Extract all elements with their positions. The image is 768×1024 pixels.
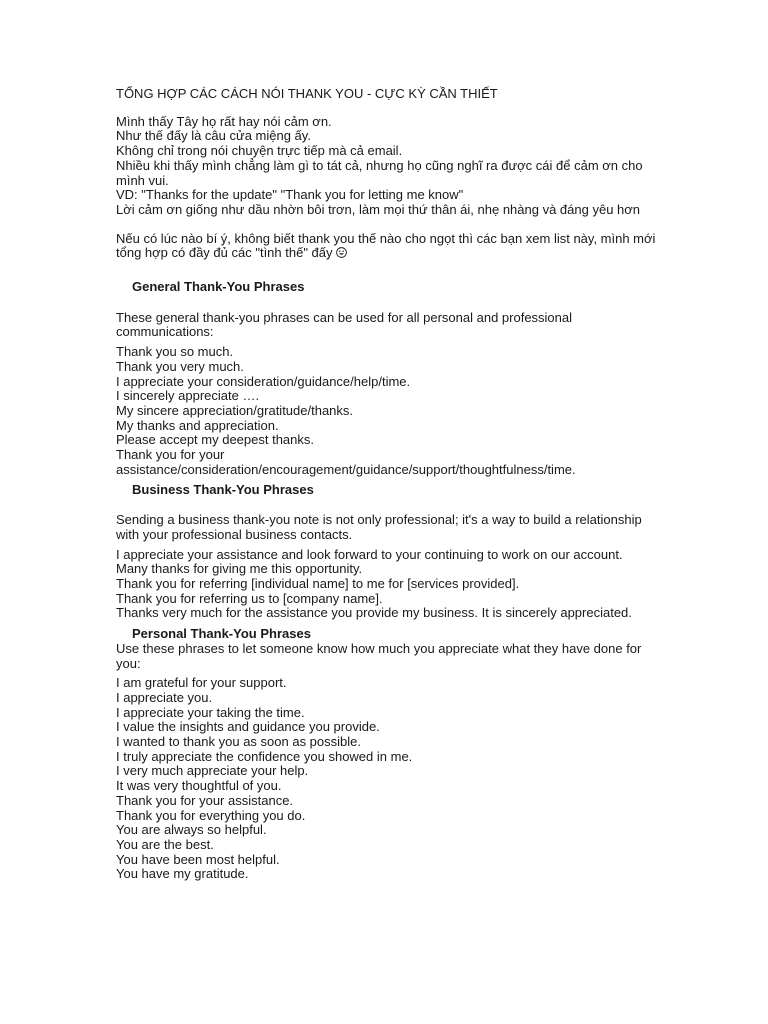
list-item: Many thanks for giving me this opportunity. xyxy=(116,561,363,577)
phrase-list-general xyxy=(116,345,656,477)
phrase-list-personal xyxy=(116,676,656,882)
section-heading-business: Business Thank-You Phrases xyxy=(132,482,314,498)
list-item: It was very thoughtful of you. xyxy=(116,778,282,794)
list-item: Thanks very much for the assistance you provide my business. It is sincerely appreciated. xyxy=(116,605,632,621)
list-item: My sincere appreciation/gratitude/thanks. xyxy=(116,402,354,418)
list-item: You are the best. xyxy=(116,836,214,852)
list-item: You have been most helpful. xyxy=(116,851,280,867)
list-item: Thank you for referring [individual name] to me for [services provided]. xyxy=(116,575,520,591)
list-item: Thank you for your assistance/consideration/encouragement/guidance/support/thoughtfulness/time. xyxy=(116,447,576,477)
list-item: Thank you for everything you do. xyxy=(116,807,306,823)
list-item: I wanted to thank you as soon as possible. xyxy=(116,734,361,750)
list-item: Thank you so much. xyxy=(116,344,234,360)
list-item: Thank you for referring us to [company name]. xyxy=(116,590,383,606)
intro-line: Mình thấy Tây họ rất hay nói cảm ơn. xyxy=(116,113,332,129)
list-item: I very much appreciate your help. xyxy=(116,763,309,779)
list-item: I appreciate you. xyxy=(116,689,213,705)
list-item: Please accept my deepest thanks. xyxy=(116,432,315,448)
intro-line: Như thế đấy là câu cửa miệng ấy. xyxy=(116,128,311,144)
intro-note-text: Nếu có lúc nào bí ý, không biết thank you thế nào cho ngọt thì các bạn xem list này, mình mới tổng hợp có đầy đủ các "tình thế" đấy xyxy=(116,230,656,261)
list-item: I sincerely appreciate …. xyxy=(116,388,260,404)
document-body xyxy=(116,87,656,882)
intro-note xyxy=(116,232,656,261)
intro-line: Lời cảm ơn giống như dầu nhờn bôi trơn, làm mọi thứ thân ái, nhẹ nhàng và đáng yêu hơn xyxy=(116,201,641,217)
intro-line: Nhiều khi thấy mình chẳng làm gì to tát cả, nhưng họ cũng nghĩ ra được cái để cảm ơn cho mình vui. xyxy=(116,157,643,188)
list-item: Thank you very much. xyxy=(116,358,244,374)
list-item: You are always so helpful. xyxy=(116,822,267,838)
list-item: You have my gratitude. xyxy=(116,866,249,882)
section-description-personal: Use these phrases to let someone know how much you appreciate what they have done for you: xyxy=(116,640,642,671)
intro-line: Không chỉ trong nói chuyện trực tiếp mà cả email. xyxy=(116,143,403,159)
list-item: I truly appreciate the confidence you showed in me. xyxy=(116,748,413,764)
grinning-face-icon xyxy=(336,247,347,258)
list-item: Thank you for your assistance. xyxy=(116,792,294,808)
section-heading-personal: Personal Thank-You Phrases xyxy=(132,626,311,642)
list-item: My thanks and appreciation. xyxy=(116,417,279,433)
list-item: I value the insights and guidance you provide. xyxy=(116,719,380,735)
phrase-list-business xyxy=(116,548,656,622)
intro-block xyxy=(116,115,656,218)
page-title: TỔNG HỢP CÁC CÁCH NÓI THANK YOU - CỰC KỲ CẦN THIẾT xyxy=(116,86,498,101)
list-item: I am grateful for your support. xyxy=(116,675,287,691)
section-description-general: These general thank-you phrases can be used for all personal and professional communications: xyxy=(116,309,573,340)
section-description-business: Sending a business thank-you note is not only professional; it's a way to build a relationship with your professional business contacts. xyxy=(116,512,642,542)
intro-line: VD: "Thanks for the update" "Thank you for letting me know" xyxy=(116,187,464,203)
list-item: I appreciate your assistance and look forward to your continuing to work on our account. xyxy=(116,546,623,562)
list-item: I appreciate your consideration/guidance/help/time. xyxy=(116,373,411,389)
list-item: I appreciate your taking the time. xyxy=(116,704,305,720)
section-heading-general: General Thank-You Phrases xyxy=(132,279,305,295)
